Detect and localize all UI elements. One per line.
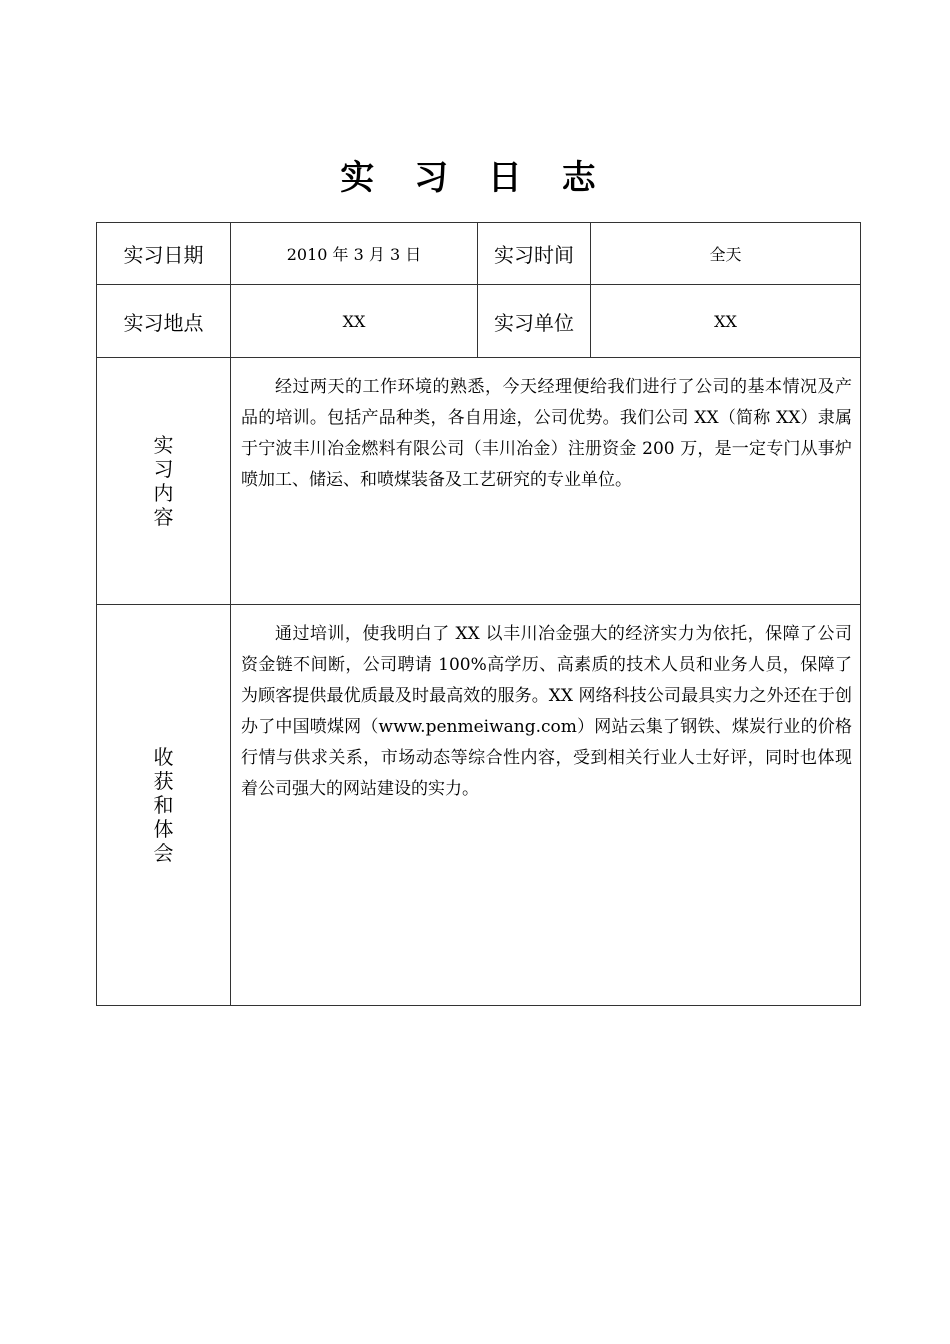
gains-text: 通过培训，使我明白了 XX 以丰川冶金强大的经济实力为依托，保障了公司资金链不间断，公司聘请 100%高学历、高素质的技术人员和业务人员，保障了为顾客提供最优质最及时最高效的服务。XX 网络科技公司最具实力之外还在于创办了中国喷煤网（www.penmeiwang.com）网站云集了钢铁、煤炭行业的价格行情与供求关系，市场动态等综合性内容，受到相关行业人士好评，同时也体现着公司强大的网站建设的实力。 bbox=[231, 605, 861, 1006]
content-label-cell bbox=[97, 358, 231, 605]
gains-label-cell bbox=[97, 605, 231, 1006]
gains-label: 收获和体会 bbox=[153, 745, 174, 865]
date-value: 2010 年 3 月 3 日 bbox=[231, 223, 478, 285]
unit-value: XX bbox=[591, 285, 861, 358]
place-unit-row bbox=[97, 285, 861, 358]
content-label: 实习内容 bbox=[153, 433, 174, 529]
unit-label: 实习单位 bbox=[478, 285, 591, 358]
content-text: 经过两天的工作环境的熟悉，今天经理便给我们进行了公司的基本情况及产品的培训。包括产品种类，各自用途，公司优势。我们公司 XX（简称 XX）隶属于宁波丰川冶金燃料有限公司（丰川冶金）注册资金 200 万，是一定专门从事炉喷加工、储运、和喷煤装备及工艺研究的专业单位。 bbox=[231, 358, 861, 605]
page-title: 实 习 日 志 bbox=[340, 158, 610, 198]
date-time-row bbox=[97, 223, 861, 285]
time-label: 实习时间 bbox=[478, 223, 591, 285]
time-value: 全天 bbox=[591, 223, 861, 285]
internship-log-table bbox=[96, 222, 861, 1006]
place-value: XX bbox=[231, 285, 478, 358]
gains-row bbox=[97, 605, 861, 1006]
content-row bbox=[97, 358, 861, 605]
date-label: 实习日期 bbox=[97, 223, 231, 285]
place-label: 实习地点 bbox=[97, 285, 231, 358]
